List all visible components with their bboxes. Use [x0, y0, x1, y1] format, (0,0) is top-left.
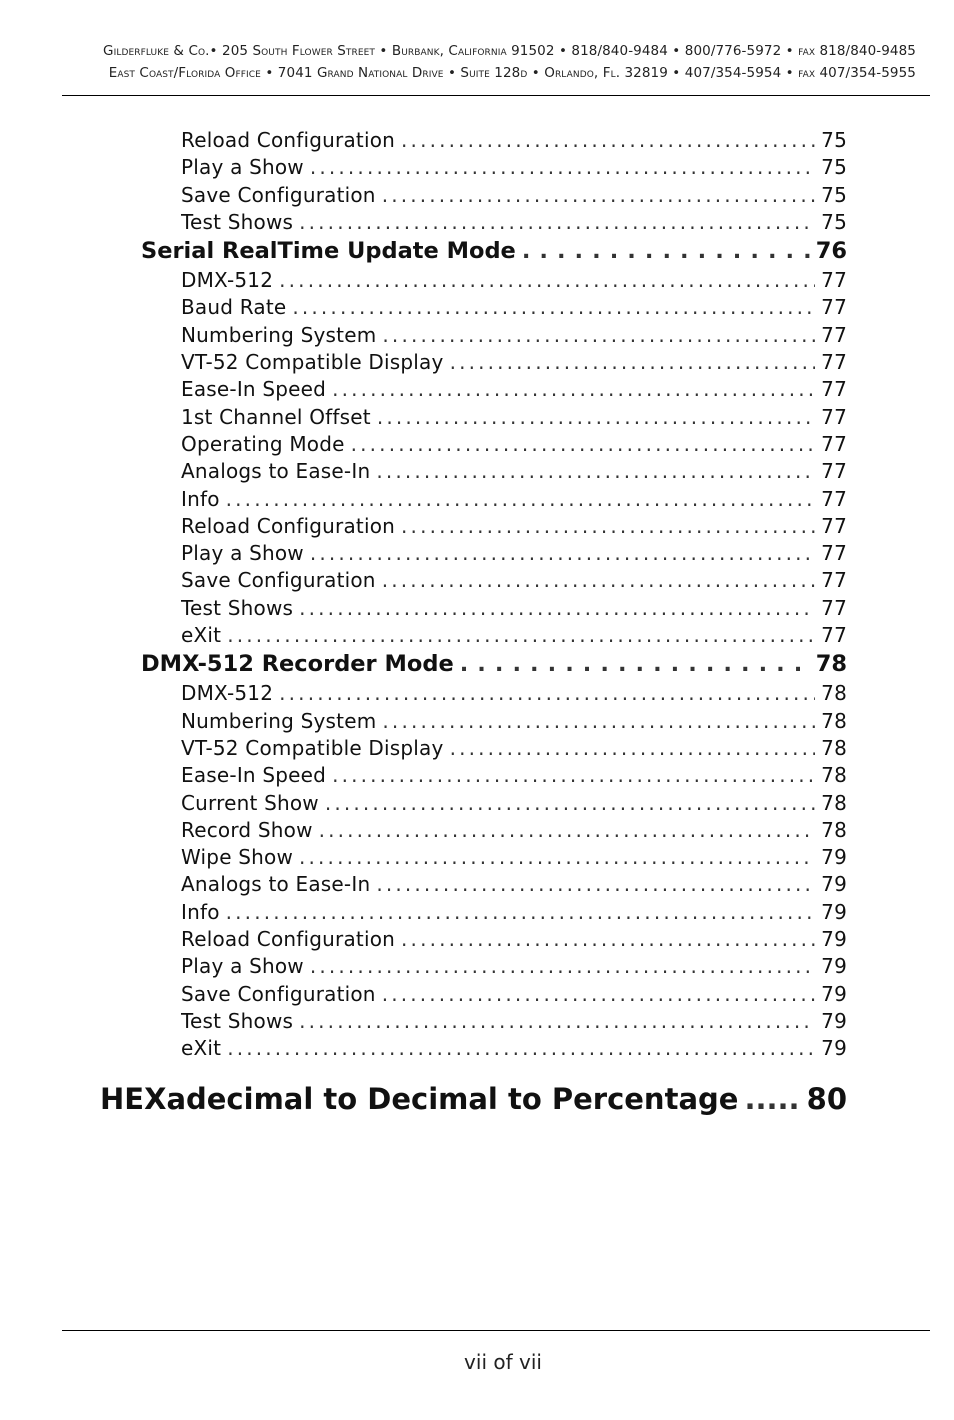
toc-entry-page: 77	[821, 404, 847, 429]
toc-entry-page: 77	[821, 486, 847, 511]
toc-entry-title: Info	[181, 899, 220, 924]
toc-entry-title: Serial RealTime Update Mode	[141, 238, 516, 265]
toc-entry-sub[interactable]	[181, 127, 847, 154]
toc-entry-title: Ease-In Speed	[181, 763, 327, 788]
dot-leader	[382, 322, 815, 349]
dot-leader	[382, 182, 815, 209]
toc-entry-page: 77	[821, 431, 847, 456]
toc-entry-page: 77	[821, 568, 847, 593]
dot-leader	[522, 236, 810, 267]
dot-leader	[382, 981, 815, 1008]
toc-entry-sub[interactable]	[181, 513, 847, 540]
toc-entry-page: 79	[821, 845, 847, 870]
toc-entry-page: 78	[821, 735, 847, 760]
toc-entry-sub[interactable]	[181, 294, 847, 321]
dot-leader	[292, 294, 815, 321]
toc-entry-title: VT-52 Compatible Display	[181, 350, 444, 375]
toc-entry-sub[interactable]	[181, 349, 847, 376]
toc-entry-sub[interactable]	[181, 458, 847, 485]
toc-entry-title: Test Shows	[181, 209, 294, 234]
toc-entry-sub[interactable]	[181, 1035, 847, 1062]
header-address-line-2: East Coast/Florida Office • 7041 Grand National Drive • Suite 128d • Orlando, Fl. 32819 • 407/354-5954 • fax 407/354-5955	[108, 65, 916, 81]
toc-entry-sub[interactable]	[181, 926, 847, 953]
dot-leader	[227, 1035, 815, 1062]
toc-entry-page: 75	[821, 209, 847, 234]
dot-leader	[319, 817, 816, 844]
toc-entry-title: Reload Configuration	[181, 927, 396, 952]
toc-entry-sub[interactable]	[181, 953, 847, 980]
dot-leader	[332, 762, 815, 789]
toc-entry-sub[interactable]	[181, 267, 847, 294]
dot-leader	[744, 1079, 800, 1119]
toc-entry-page: 79	[821, 899, 847, 924]
dot-leader	[401, 127, 815, 154]
toc-entry-page: 80	[806, 1081, 847, 1116]
toc-entry-sub[interactable]	[181, 540, 847, 567]
toc-entry-sub[interactable]	[181, 404, 847, 431]
toc-entry-page: 79	[821, 954, 847, 979]
toc-entry-title: Test Shows	[181, 595, 294, 620]
dot-leader	[382, 567, 815, 594]
toc-entry-sub[interactable]	[181, 899, 847, 926]
dot-leader	[299, 595, 815, 622]
dot-leader	[279, 680, 815, 707]
dot-leader	[299, 209, 815, 236]
toc-entry-title: Play a Show	[181, 155, 304, 180]
toc-entry-page: 79	[821, 1036, 847, 1061]
toc-entry-section[interactable]	[141, 649, 847, 680]
toc-entry-sub[interactable]	[181, 209, 847, 236]
toc-entry-page: 78	[821, 763, 847, 788]
dot-leader	[450, 735, 816, 762]
toc-entry-sub[interactable]	[181, 622, 847, 649]
dot-leader	[401, 513, 815, 540]
toc-entry-page: 75	[821, 182, 847, 207]
dot-leader	[226, 486, 815, 513]
toc-entry-title: Reload Configuration	[181, 128, 396, 152]
toc-entry-sub[interactable]	[181, 486, 847, 513]
toc-entry-title: DMX-512	[181, 268, 274, 293]
toc-entry-title: Baud Rate	[181, 295, 287, 320]
toc-entry-title: Play a Show	[181, 954, 304, 979]
toc-entry-title: DMX-512 Recorder Mode	[141, 651, 454, 678]
toc-entry-sub[interactable]	[181, 735, 847, 762]
toc-entry-title: eXit	[181, 623, 222, 648]
toc-entry-page: 78	[821, 790, 847, 815]
dot-leader	[351, 431, 816, 458]
dot-leader	[299, 1008, 815, 1035]
toc-entry-page: 79	[821, 981, 847, 1006]
toc-entry-title: Operating Mode	[181, 431, 345, 456]
toc-entry-sub[interactable]	[181, 844, 847, 871]
toc-entry-title: Test Shows	[181, 1008, 294, 1033]
dot-leader	[279, 267, 815, 294]
toc-entry-title: Current Show	[181, 790, 319, 815]
toc-entry-sub[interactable]	[181, 182, 847, 209]
toc-entry-chapter[interactable]	[100, 1079, 847, 1119]
toc-entry-title: Numbering System	[181, 322, 377, 347]
toc-entry-page: 77	[821, 268, 847, 293]
toc-entry-title: eXit	[181, 1036, 222, 1061]
dot-leader	[376, 458, 815, 485]
toc-entry-title: Info	[181, 486, 220, 511]
dot-leader	[226, 899, 815, 926]
toc-entry-page: 77	[821, 623, 847, 648]
toc-entry-title: Play a Show	[181, 541, 304, 566]
toc-entry-sub[interactable]	[181, 790, 847, 817]
toc-entry-page: 78	[821, 708, 847, 733]
toc-entry-sub[interactable]	[181, 871, 847, 898]
toc-entry-page: 75	[821, 128, 847, 152]
toc-entry-title: Save Configuration	[181, 981, 376, 1006]
toc-entry-title: Analogs to Ease-In	[181, 872, 371, 897]
toc-entry-title: DMX-512	[181, 681, 274, 706]
dot-leader	[377, 404, 815, 431]
table-of-contents	[0, 127, 954, 1119]
toc-entry-title: VT-52 Compatible Display	[181, 735, 444, 760]
toc-entry-title: Save Configuration	[181, 568, 376, 593]
toc-entry-page: 79	[821, 1008, 847, 1033]
page-number: vii of vii	[464, 1350, 542, 1374]
toc-entry-page: 78	[821, 817, 847, 842]
toc-entry-title: Save Configuration	[181, 182, 376, 207]
toc-entry-page: 79	[821, 872, 847, 897]
toc-entry-sub[interactable]	[181, 762, 847, 789]
dot-leader	[310, 953, 815, 980]
toc-entry-page: 77	[821, 541, 847, 566]
toc-entry-sub[interactable]	[181, 817, 847, 844]
toc-entry-page: 77	[821, 322, 847, 347]
toc-entry-sub[interactable]	[181, 981, 847, 1008]
header-divider	[62, 95, 930, 96]
dot-leader	[332, 376, 815, 403]
toc-entry-sub[interactable]	[181, 595, 847, 622]
toc-entry-page: 77	[821, 459, 847, 484]
toc-entry-section[interactable]	[141, 236, 847, 267]
toc-entry-page: 75	[821, 155, 847, 180]
toc-entry-title: Wipe Show	[181, 845, 294, 870]
toc-entry-page: 77	[821, 513, 847, 538]
toc-entry-page: 78	[821, 681, 847, 706]
toc-entry-page: 76	[815, 238, 847, 265]
dot-leader	[299, 844, 815, 871]
dot-leader	[310, 154, 815, 181]
toc-entry-sub[interactable]	[181, 567, 847, 594]
toc-entry-page: 77	[821, 595, 847, 620]
toc-entry-sub[interactable]	[181, 431, 847, 458]
dot-leader	[325, 790, 815, 817]
toc-entry-sub[interactable]	[181, 322, 847, 349]
toc-entry-title: Numbering System	[181, 708, 377, 733]
dot-leader	[376, 871, 815, 898]
dot-leader	[401, 926, 815, 953]
dot-leader	[310, 540, 815, 567]
toc-entry-title: 1st Channel Offset	[181, 404, 371, 429]
dot-leader	[382, 708, 815, 735]
dot-leader	[460, 649, 810, 680]
toc-entry-title: Analogs to Ease-In	[181, 459, 371, 484]
page-header	[0, 40, 916, 84]
toc-entry-title: Reload Configuration	[181, 513, 396, 538]
toc-entry-title: HEXadecimal to Decimal to Percentage	[100, 1081, 739, 1116]
toc-entry-sub[interactable]	[181, 680, 847, 707]
toc-entry-sub[interactable]	[181, 708, 847, 735]
toc-entry-sub[interactable]	[181, 154, 847, 181]
toc-entry-page: 79	[821, 927, 847, 952]
toc-entry-page: 77	[821, 350, 847, 375]
header-address-line-1: Gilderfluke & Co.• 205 South Flower Street • Burbank, California 91502 • 818/840-9484 • 800/776-5972 • fax 818/840-9485	[103, 43, 916, 59]
toc-entry-sub[interactable]	[181, 376, 847, 403]
toc-entry-page: 77	[821, 295, 847, 320]
toc-entry-page: 77	[821, 377, 847, 402]
toc-entry-sub[interactable]	[181, 1008, 847, 1035]
toc-entry-title: Ease-In Speed	[181, 377, 327, 402]
toc-entry-title: Record Show	[181, 817, 313, 842]
dot-leader	[227, 622, 815, 649]
toc-entry-page: 78	[815, 651, 847, 678]
dot-leader	[450, 349, 816, 376]
footer-divider	[62, 1330, 930, 1331]
